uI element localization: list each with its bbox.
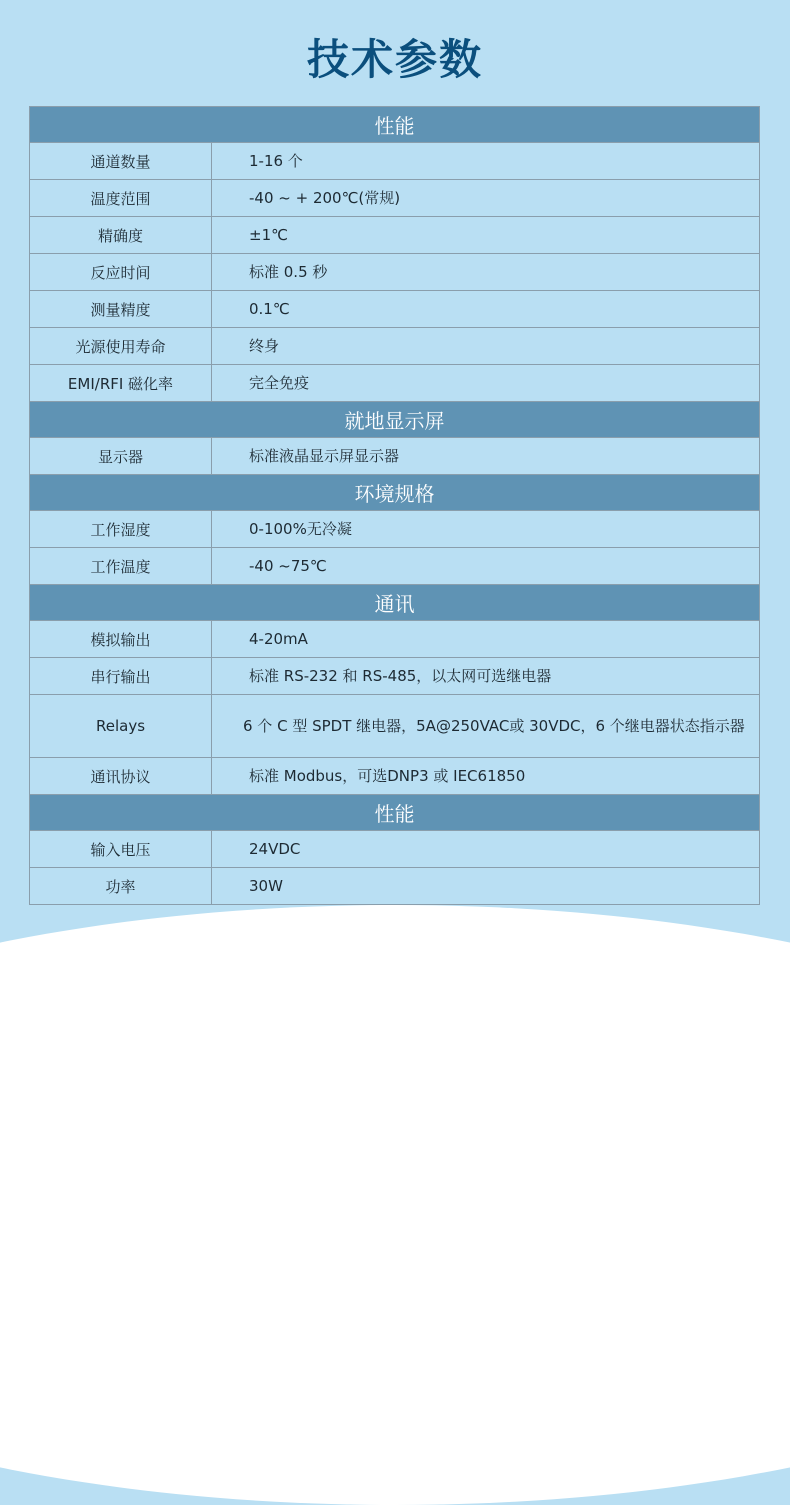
spec-value: 4-20mA	[212, 621, 760, 658]
spec-label: 通讯协议	[30, 758, 212, 795]
spec-label: 串行输出	[30, 658, 212, 695]
table-row	[30, 180, 760, 217]
section-header-power	[30, 795, 760, 831]
section-header-performance	[30, 107, 760, 143]
spec-value: 标准 RS-232 和 RS-485，以太网可选继电器	[212, 658, 760, 695]
spec-value: 终身	[212, 328, 760, 365]
spec-label: 测量精度	[30, 291, 212, 328]
table-row	[30, 328, 760, 365]
spec-label: 模拟输出	[30, 621, 212, 658]
spec-value: 0-100%无冷凝	[212, 511, 760, 548]
table-row	[30, 758, 760, 795]
table-row	[30, 868, 760, 905]
spec-label: 精确度	[30, 217, 212, 254]
spec-table	[29, 106, 760, 905]
section-header-communication	[30, 585, 760, 621]
bottom-decorative-arc	[0, 905, 790, 1505]
table-row	[30, 658, 760, 695]
section-header-local-display	[30, 402, 760, 438]
spec-value: 30W	[212, 868, 760, 905]
spec-label: 工作湿度	[30, 511, 212, 548]
table-row	[30, 621, 760, 658]
spec-label: 光源使用寿命	[30, 328, 212, 365]
spec-value: 标准 0.5 秒	[212, 254, 760, 291]
table-row	[30, 365, 760, 402]
section-title: 性能	[30, 107, 760, 143]
section-title: 通讯	[30, 585, 760, 621]
spec-label: Relays	[30, 695, 212, 758]
section-title: 就地显示屏	[30, 402, 760, 438]
spec-value: 标准液晶显示屏显示器	[212, 438, 760, 475]
section-title: 环境规格	[30, 475, 760, 511]
spec-label: 显示器	[30, 438, 212, 475]
table-row	[30, 438, 760, 475]
spec-value: ±1℃	[212, 217, 760, 254]
table-row	[30, 831, 760, 868]
table-row	[30, 548, 760, 585]
table-row	[30, 217, 760, 254]
spec-label: 输入电压	[30, 831, 212, 868]
spec-value: 完全免疫	[212, 365, 760, 402]
spec-label: 温度范围	[30, 180, 212, 217]
page-title: 技术参数	[306, 35, 483, 84]
spec-label: 通道数量	[30, 143, 212, 180]
spec-value: -40 ~ + 200℃(常规)	[212, 180, 760, 217]
section-header-environment	[30, 475, 760, 511]
table-row	[30, 511, 760, 548]
spec-label: 功率	[30, 868, 212, 905]
spec-label: EMI/RFI 磁化率	[30, 365, 212, 402]
table-row	[30, 254, 760, 291]
table-row	[30, 143, 760, 180]
table-row	[30, 291, 760, 328]
spec-value: 标准 Modbus，可选DNP3 或 IEC61850	[212, 758, 760, 795]
spec-value: -40 ~75℃	[212, 548, 760, 585]
section-title: 性能	[30, 795, 760, 831]
table-row	[30, 695, 760, 758]
spec-value: 6 个 C 型 SPDT 继电器，5A@250VAC或 30VDC，6 个继电器状态指示器	[212, 695, 760, 758]
spec-value: 24VDC	[212, 831, 760, 868]
spec-label: 反应时间	[30, 254, 212, 291]
spec-label: 工作温度	[30, 548, 212, 585]
spec-value: 1-16 个	[212, 143, 760, 180]
spec-value: 0.1℃	[212, 291, 760, 328]
